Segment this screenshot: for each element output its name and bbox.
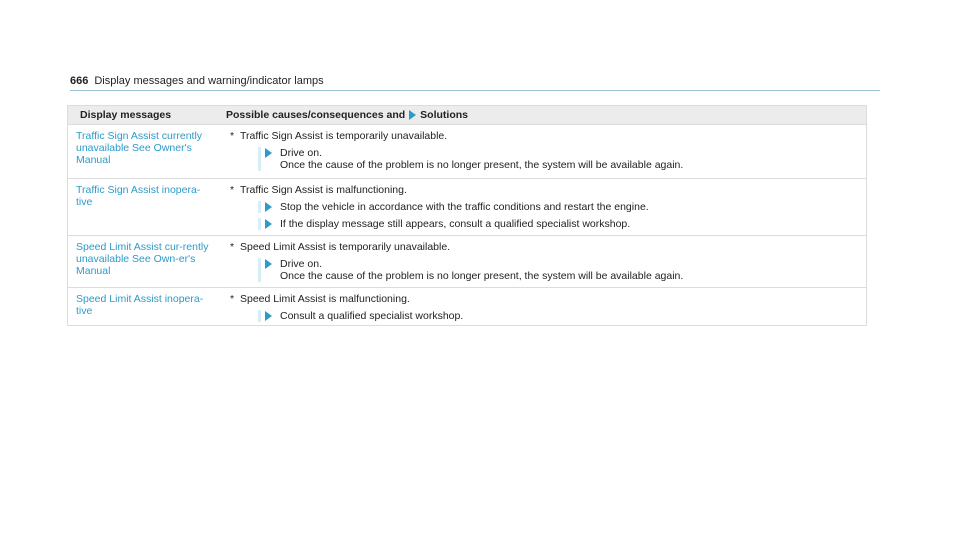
column-header-solutions-text: Solutions <box>420 109 469 121</box>
arrow-right-icon <box>265 148 272 158</box>
column-header-causes-text: Possible causes/consequences and <box>226 109 406 121</box>
solution <box>258 218 866 230</box>
solution-line: Drive on. <box>280 147 323 159</box>
display-message: Speed Limit Assist cur-rently unavailable See Own-er's Manual <box>76 241 209 277</box>
causes-cell <box>218 236 866 287</box>
solution <box>258 201 866 213</box>
column-header-messages: Display messages <box>80 109 172 121</box>
causes-cell <box>218 125 866 178</box>
arrow-right-icon <box>265 259 272 269</box>
table-header <box>68 106 866 124</box>
cause: * Traffic Sign Assist is malfunctioning. <box>230 184 407 196</box>
solution <box>258 310 866 322</box>
arrow-right-icon <box>265 311 272 321</box>
solution-line: Stop the vehicle in accordance with the traffic conditions and restart the engine. <box>280 201 649 213</box>
table-row <box>68 178 866 235</box>
solution-line: Drive on. <box>280 258 323 270</box>
cause: * Speed Limit Assist is temporarily unavailable. <box>230 241 451 253</box>
cause: * Traffic Sign Assist is temporarily unavailable. <box>230 130 448 142</box>
arrow-right-icon <box>265 202 272 212</box>
solution-line: Once the cause of the problem is no longer present, the system will be available again. <box>280 270 684 282</box>
display-message: Traffic Sign Assist inopera-tive <box>76 184 201 208</box>
page-header <box>70 72 880 90</box>
header-divider <box>70 90 880 91</box>
column-header-causes <box>218 109 866 121</box>
display-message: Traffic Sign Assist currently unavailable See Owner's Manual <box>76 130 203 166</box>
page-number: 666 <box>70 75 89 87</box>
solution <box>258 258 866 282</box>
display-message: Speed Limit Assist inopera-tive <box>76 293 204 317</box>
solution-line: Once the cause of the problem is no longer present, the system will be available again. <box>280 159 684 171</box>
causes-cell <box>218 179 866 235</box>
cause-text: Traffic Sign Assist is malfunctioning. <box>240 184 407 196</box>
table-row <box>68 124 866 178</box>
page-title: Display messages and warning/indicator lamps <box>94 75 324 87</box>
table-row <box>68 287 866 325</box>
solution <box>258 147 866 171</box>
cause: * Speed Limit Assist is malfunctioning. <box>230 293 410 305</box>
arrow-right-icon <box>409 110 416 120</box>
table-row <box>68 235 866 287</box>
cause-text: Traffic Sign Assist is temporarily unavailable. <box>240 130 448 142</box>
arrow-right-icon <box>265 219 272 229</box>
solution-line: Consult a qualified specialist workshop. <box>280 310 464 322</box>
messages-table <box>67 105 867 326</box>
cause-text: Speed Limit Assist is malfunctioning. <box>240 293 410 305</box>
solution-line: If the display message still appears, consult a qualified specialist workshop. <box>280 218 631 230</box>
causes-cell <box>218 288 866 325</box>
cause-text: Speed Limit Assist is temporarily unavailable. <box>240 241 451 253</box>
